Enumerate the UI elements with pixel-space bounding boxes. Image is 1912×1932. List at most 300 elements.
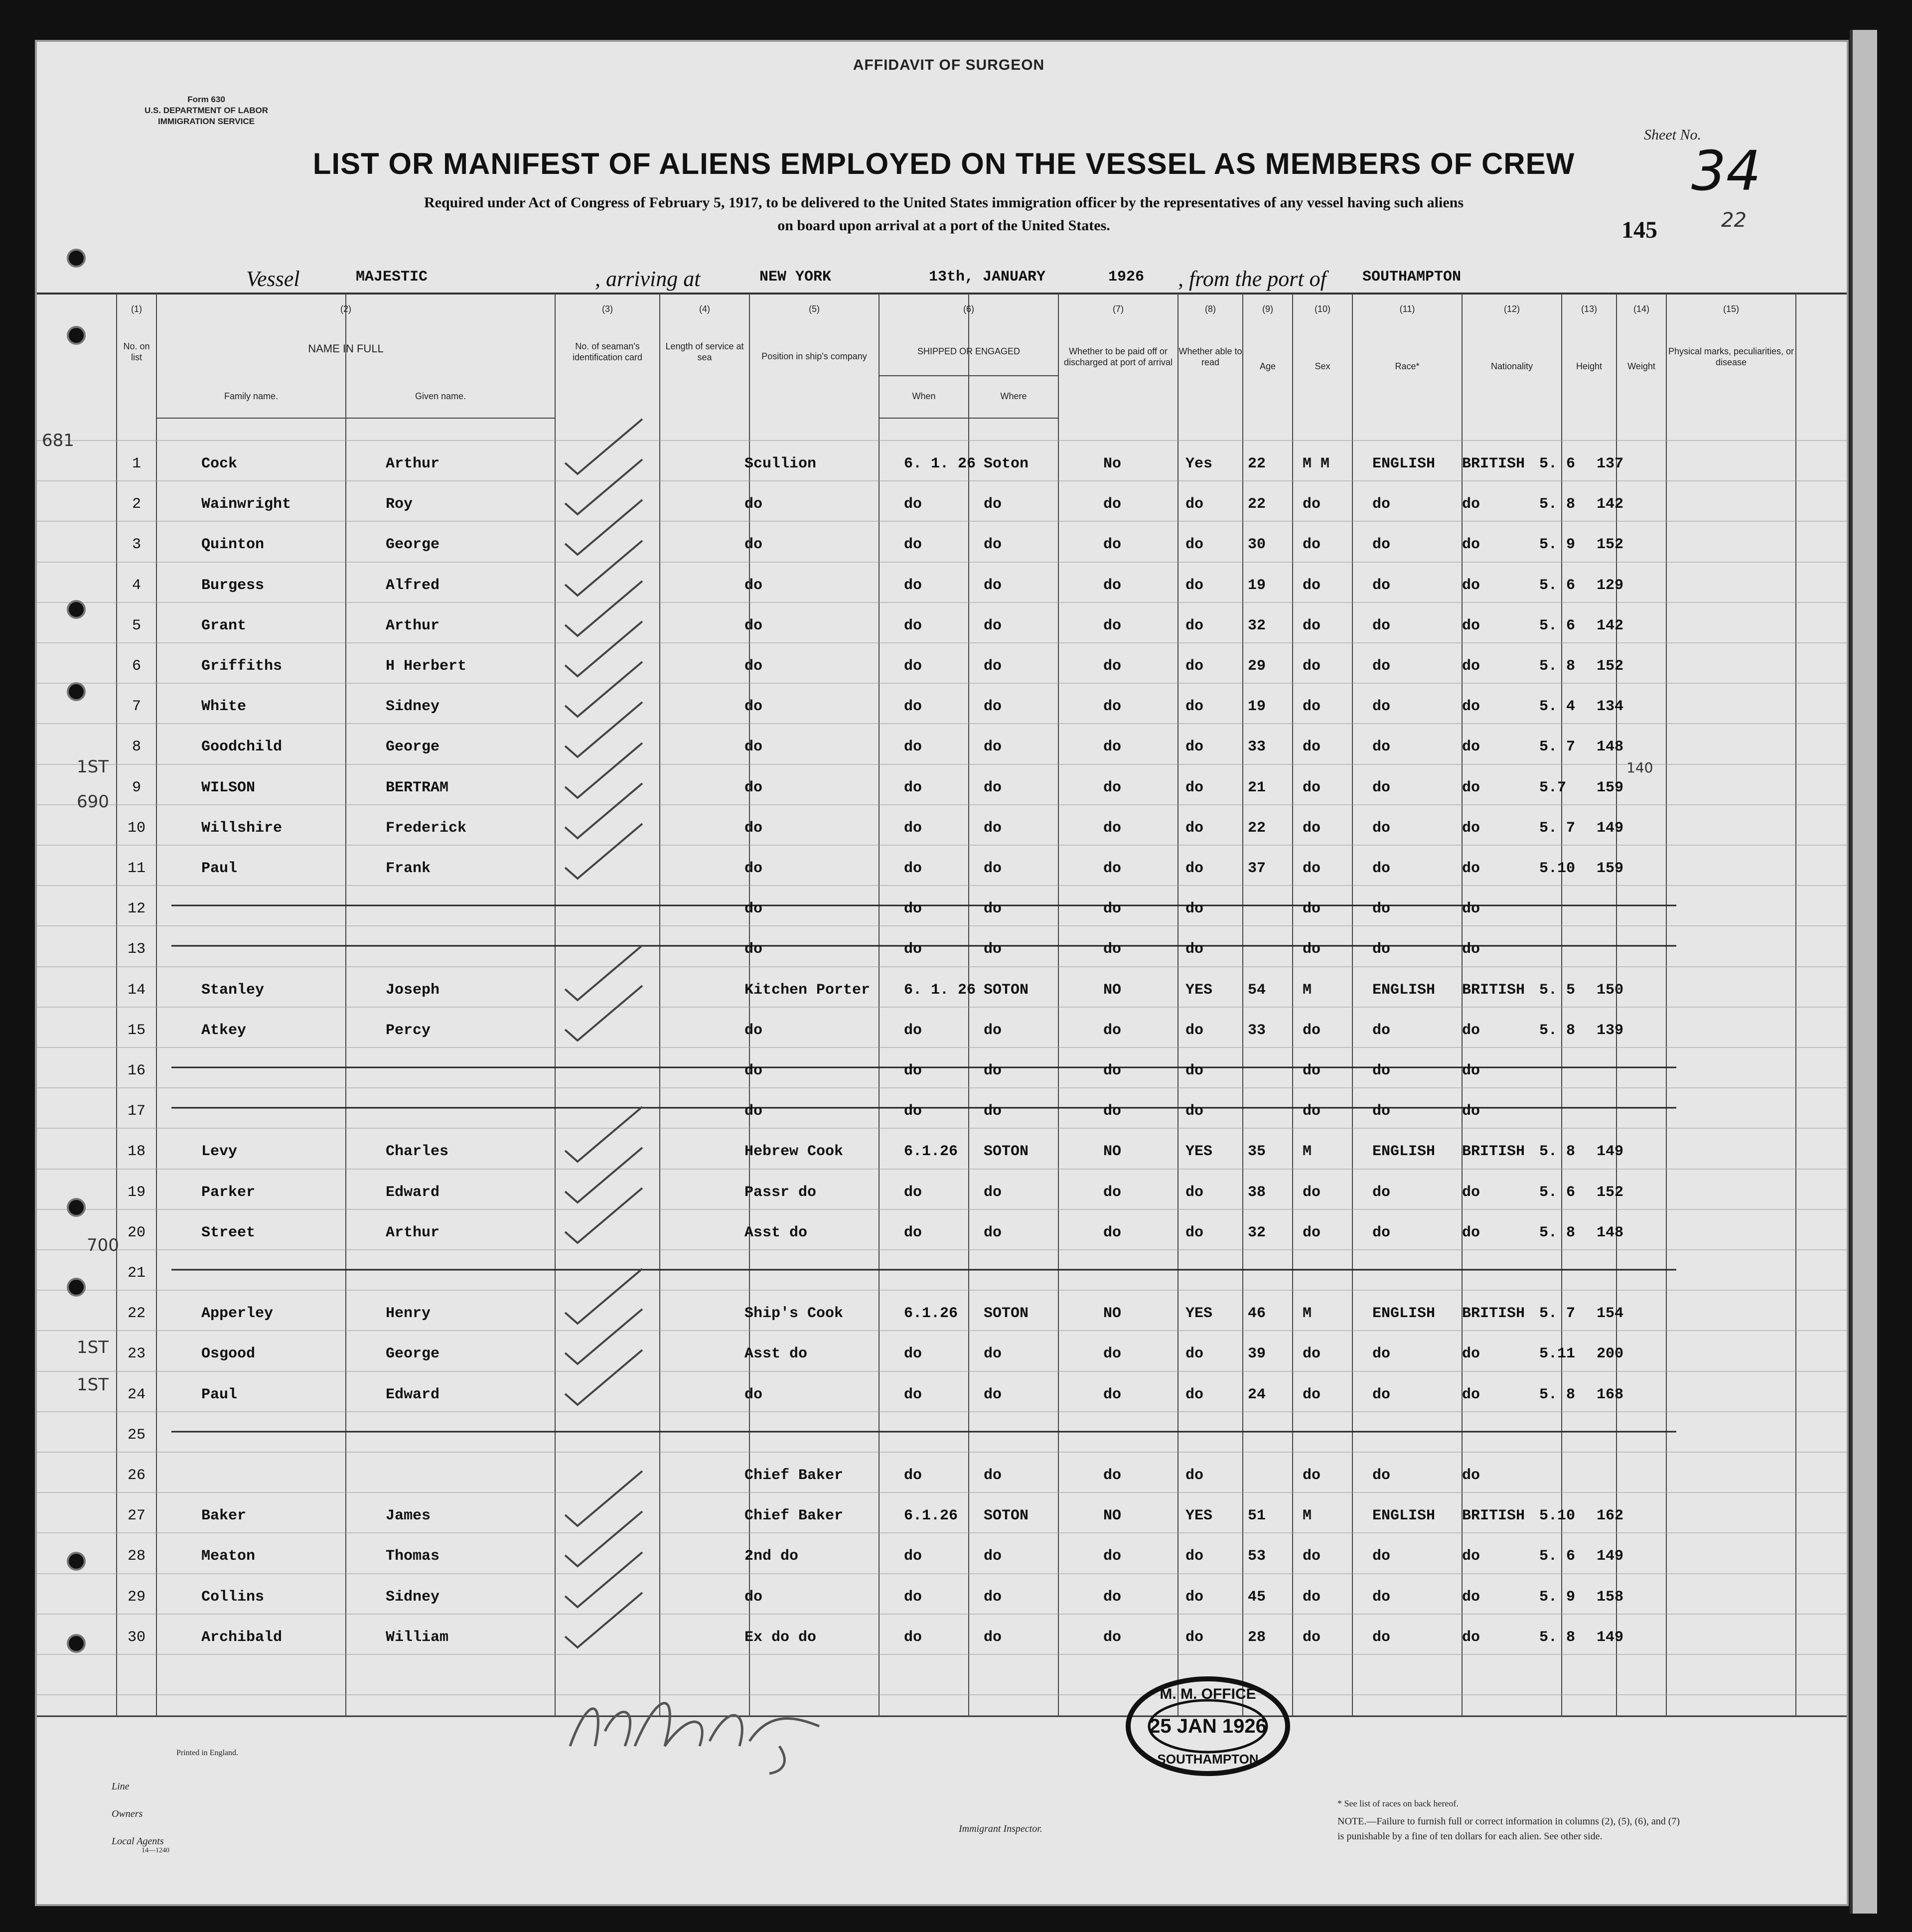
- cell-race: do: [1372, 820, 1391, 837]
- cell-height: 5. 8: [1539, 1143, 1576, 1160]
- col-15-num: (15): [1723, 304, 1739, 314]
- cell-nationality: BRITISH: [1462, 455, 1525, 472]
- page-edge: [1850, 30, 1877, 1914]
- cell-read: Yes: [1185, 455, 1213, 472]
- margin-note-first-2: 1ST: [77, 1338, 109, 1357]
- cell-nationality: do: [1462, 739, 1480, 755]
- page-title: LIST OR MANIFEST OF ALIENS EMPLOYED ON THE VESSEL AS MEMBERS OF CREW: [312, 147, 1575, 180]
- row-number: 5: [132, 617, 141, 634]
- cell-age: 22: [1248, 455, 1266, 472]
- row-number: 1: [132, 455, 141, 472]
- cell-family-name: Cock: [201, 455, 238, 472]
- col-id-card: No. of seaman's identification card: [572, 341, 643, 362]
- cell-when: do: [904, 698, 922, 715]
- cell-age: 28: [1248, 1629, 1266, 1646]
- cell-sex: do: [1303, 577, 1321, 594]
- cell-position: do: [744, 1022, 763, 1039]
- cell-when: do: [904, 536, 922, 553]
- cell-when: do: [904, 658, 922, 675]
- cell-where: do: [984, 698, 1002, 715]
- cell-read: do: [1185, 1386, 1204, 1403]
- cell-when: 6.1.26: [904, 1507, 958, 1524]
- cell-read: do: [1185, 1629, 1204, 1646]
- cell-sex: do: [1303, 1629, 1321, 1646]
- cell-read: do: [1185, 779, 1204, 796]
- note-line-1: NOTE.—Failure to furnish full or correct information in columns (2), (5), (6), and (7): [1337, 1816, 1680, 1827]
- cell-read: do: [1185, 941, 1204, 958]
- row-number: 27: [127, 1507, 146, 1524]
- cell-nationality: do: [1462, 779, 1480, 796]
- cell-height: 5. 9: [1539, 1589, 1576, 1606]
- cell-height: 5. 6: [1539, 617, 1576, 634]
- cell-height: 5.10: [1539, 1507, 1576, 1524]
- cell-paid-off: do: [1103, 779, 1122, 796]
- cell-height: 5.11: [1539, 1345, 1576, 1362]
- cell-read: do: [1185, 900, 1204, 917]
- cell-paid-off: do: [1103, 1589, 1122, 1606]
- cell-read: do: [1185, 1103, 1204, 1120]
- col-9-num: (9): [1262, 304, 1273, 314]
- row-number: 18: [127, 1143, 146, 1160]
- cell-position: do: [744, 820, 763, 837]
- note-line-2: is punishable by a fine of ten dollars for each alien. See other side.: [1337, 1831, 1603, 1842]
- cell-when: do: [904, 1062, 922, 1079]
- cell-paid-off: NO: [1103, 982, 1122, 999]
- cell-sex: do: [1303, 1184, 1321, 1201]
- cell-paid-off: do: [1103, 1629, 1122, 1646]
- cell-paid-off: NO: [1103, 1143, 1122, 1160]
- cell-when: 6.1.26: [904, 1143, 958, 1160]
- cell-given-name: Sidney: [386, 1589, 440, 1606]
- cell-where: SOTON: [984, 1305, 1029, 1322]
- cell-age: 22: [1248, 496, 1266, 513]
- cell-weight: 150: [1597, 982, 1624, 999]
- cell-where: Soton: [984, 455, 1029, 472]
- cell-nationality: do: [1462, 1062, 1480, 1079]
- cell-given-name: Charles: [386, 1143, 449, 1160]
- cell-sex: do: [1303, 739, 1321, 755]
- cell-where: do: [984, 1062, 1002, 1079]
- cell-race: do: [1372, 779, 1391, 796]
- cell-nationality: do: [1462, 658, 1480, 675]
- cell-given-name: Arthur: [386, 455, 440, 472]
- cell-where: do: [984, 1345, 1002, 1362]
- cell-weight: 149: [1597, 1629, 1624, 1646]
- binding-hole: [67, 682, 86, 701]
- cell-when: do: [904, 617, 922, 634]
- cell-sex: M M: [1303, 455, 1330, 472]
- cell-paid-off: do: [1103, 1184, 1122, 1201]
- row-number: 28: [127, 1548, 146, 1565]
- footer-owners: Owners: [112, 1808, 143, 1819]
- cell-position: do: [744, 698, 763, 715]
- row-number: 12: [127, 900, 146, 917]
- cell-sex: do: [1303, 658, 1321, 675]
- cell-paid-off: do: [1103, 1467, 1122, 1484]
- row-number: 25: [127, 1427, 146, 1444]
- margin-note-first-1: 1ST: [77, 757, 109, 777]
- cell-sex: M: [1303, 1507, 1312, 1524]
- cell-sex: M: [1303, 1143, 1312, 1160]
- col-14-num: (14): [1633, 304, 1649, 314]
- row-number: 16: [127, 1062, 146, 1079]
- cell-height: 5. 7: [1539, 739, 1576, 755]
- cell-nationality: do: [1462, 1386, 1480, 1403]
- cell-paid-off: do: [1103, 860, 1122, 877]
- cell-position: do: [744, 536, 763, 553]
- cell-paid-off: do: [1103, 496, 1122, 513]
- cell-position: do: [744, 900, 763, 917]
- cell-height: 5. 8: [1539, 658, 1576, 675]
- cell-age: 53: [1248, 1548, 1266, 1565]
- col-shipped: SHIPPED OR ENGAGED: [917, 346, 1021, 356]
- office-stamp: [1123, 1674, 1293, 1779]
- cell-read: do: [1185, 617, 1204, 634]
- row-number: 14: [127, 982, 146, 999]
- cell-position: do: [744, 658, 763, 675]
- table-grid: [37, 42, 1849, 1906]
- cell-weight: 149: [1597, 1548, 1624, 1565]
- cell-position: Asst do: [744, 1224, 808, 1241]
- col-8-num: (8): [1205, 304, 1216, 314]
- col-nationality: Nationality: [1490, 361, 1533, 371]
- cell-height: 5. 4: [1539, 698, 1576, 715]
- cell-age: 24: [1248, 1386, 1266, 1403]
- cell-age: 38: [1248, 1184, 1266, 1201]
- stamp-top: M. M. OFFICE: [1160, 1686, 1256, 1702]
- cell-given-name: Henry: [386, 1305, 431, 1322]
- row-number: 20: [127, 1224, 146, 1241]
- cell-nationality: do: [1462, 1548, 1480, 1565]
- cell-race: do: [1372, 496, 1391, 513]
- cell-race: do: [1372, 1103, 1391, 1120]
- cell-sex: do: [1303, 941, 1321, 958]
- cell-race: ENGLISH: [1372, 455, 1436, 472]
- cell-position: do: [744, 496, 763, 513]
- cell-when: 6.1.26: [904, 1305, 958, 1322]
- cell-where: do: [984, 1589, 1002, 1606]
- cell-nationality: BRITISH: [1462, 1507, 1525, 1524]
- cell-paid-off: NO: [1103, 1507, 1122, 1524]
- row-number: 30: [127, 1629, 146, 1646]
- cell-where: SOTON: [984, 1143, 1029, 1160]
- cell-sex: do: [1303, 779, 1321, 796]
- department: U.S. DEPARTMENT OF LABOR: [144, 106, 269, 115]
- races-note: * See list of races on back hereof.: [1337, 1798, 1459, 1808]
- cell-given-name: Edward: [386, 1184, 440, 1201]
- cell-where: do: [984, 900, 1002, 917]
- cell-nationality: do: [1462, 698, 1480, 715]
- cell-paid-off: do: [1103, 1022, 1122, 1039]
- cell-family-name: Baker: [201, 1507, 247, 1524]
- manifest-sheet: [35, 40, 1849, 1906]
- cell-paid-off: do: [1103, 1345, 1122, 1362]
- cell-height: 5. 7: [1539, 820, 1576, 837]
- col-weight: Weight: [1627, 361, 1655, 371]
- cell-paid-off: NO: [1103, 1305, 1122, 1322]
- cell-weight: 159: [1597, 860, 1624, 877]
- cell-given-name: James: [386, 1507, 431, 1524]
- cell-weight: 137: [1597, 455, 1624, 472]
- cell-position: Passr do: [744, 1184, 817, 1201]
- cell-position: do: [744, 1589, 763, 1606]
- cell-paid-off: do: [1103, 739, 1122, 755]
- cell-nationality: BRITISH: [1462, 1143, 1525, 1160]
- cell-sex: do: [1303, 1224, 1321, 1241]
- cell-family-name: Collins: [201, 1589, 265, 1606]
- cell-given-name: George: [386, 1345, 440, 1362]
- cell-paid-off: do: [1103, 658, 1122, 675]
- cell-weight: 148: [1597, 1224, 1624, 1241]
- cell-where: do: [984, 1022, 1002, 1039]
- cell-nationality: do: [1462, 617, 1480, 634]
- cell-read: do: [1185, 1548, 1204, 1565]
- list-number: 145: [1621, 217, 1657, 243]
- col-sex: Sex: [1315, 361, 1330, 371]
- cell-where: do: [984, 1184, 1002, 1201]
- cell-height: 5. 8: [1539, 1386, 1576, 1403]
- cell-read: do: [1185, 698, 1204, 715]
- row-number: 10: [127, 820, 146, 837]
- cell-sex: do: [1303, 1022, 1321, 1039]
- cell-paid-off: do: [1103, 536, 1122, 553]
- col-name-in-full: NAME IN FULL: [308, 342, 384, 355]
- vessel-label: Vessel: [246, 267, 300, 291]
- cell-family-name: Quinton: [201, 536, 265, 553]
- cell-where: SOTON: [984, 982, 1029, 999]
- cell-when: 6. 1. 26: [904, 982, 976, 999]
- cell-height: 5. 9: [1539, 536, 1576, 553]
- cell-nationality: do: [1462, 1224, 1480, 1241]
- cell-given-name: Frederick: [386, 820, 467, 837]
- cell-given-name: Thomas: [386, 1548, 440, 1565]
- col-4-num: (4): [699, 304, 710, 314]
- cell-weight: 152: [1597, 1184, 1624, 1201]
- binding-hole: [67, 1278, 86, 1297]
- cell-when: do: [904, 1345, 922, 1362]
- cell-when: do: [904, 820, 922, 837]
- row-number: 8: [132, 739, 141, 755]
- row-number: 4: [132, 577, 141, 594]
- col-length-service: Length of service at sea: [665, 341, 744, 362]
- col-where: Where: [1000, 391, 1027, 401]
- cell-height: 5. 6: [1539, 577, 1576, 594]
- col-6-num: (6): [963, 304, 974, 314]
- cell-where: do: [984, 1629, 1002, 1646]
- cell-sex: M: [1303, 1305, 1312, 1322]
- cell-family-name: Parker: [201, 1184, 256, 1201]
- subtitle-line-2: on board upon arrival at a port of the United States.: [777, 217, 1110, 234]
- margin-note-700: 700: [87, 1235, 119, 1255]
- col-paid-off: Whether to be paid off or discharged at port of arrival: [1063, 346, 1173, 367]
- cell-read: do: [1185, 1589, 1204, 1606]
- binding-hole: [67, 1198, 86, 1217]
- cell-paid-off: do: [1103, 941, 1122, 958]
- binding-hole: [67, 1552, 86, 1571]
- vessel-name: MAJESTIC: [356, 269, 428, 286]
- cell-position: Chief Baker: [744, 1507, 844, 1524]
- cell-where: do: [984, 577, 1002, 594]
- cell-age: 32: [1248, 617, 1266, 634]
- affidavit-heading: AFFIDAVIT OF SURGEON: [853, 57, 1045, 73]
- cell-sex: do: [1303, 1467, 1321, 1484]
- cell-paid-off: do: [1103, 1386, 1122, 1403]
- cell-given-name: Arthur: [386, 1224, 440, 1241]
- cell-read: do: [1185, 658, 1204, 675]
- cell-race: ENGLISH: [1372, 1507, 1436, 1524]
- col-10-num: (10): [1314, 304, 1330, 314]
- cell-given-name: Sidney: [386, 698, 440, 715]
- cell-position: do: [744, 1103, 763, 1120]
- cell-height: 5. 6: [1539, 455, 1576, 472]
- cell-family-name: Willshire: [201, 820, 283, 837]
- col-height: Height: [1576, 361, 1603, 371]
- cell-read: YES: [1185, 1507, 1213, 1524]
- cell-sex: do: [1303, 860, 1321, 877]
- cell-weight: 152: [1597, 536, 1624, 553]
- cell-when: do: [904, 1103, 922, 1120]
- col-when: When: [912, 391, 936, 401]
- cell-when: do: [904, 739, 922, 755]
- list-number-handwritten: 22: [1721, 209, 1747, 232]
- cell-nationality: do: [1462, 577, 1480, 594]
- cell-family-name: Stanley: [201, 982, 265, 999]
- arrival-port: NEW YORK: [759, 269, 832, 286]
- cell-family-name: WILSON: [201, 779, 256, 796]
- cell-given-name: Edward: [386, 1386, 440, 1403]
- cell-where: do: [984, 1467, 1002, 1484]
- cell-given-name: H Herbert: [386, 658, 467, 675]
- cell-family-name: Griffiths: [201, 658, 283, 675]
- footer-line: Line: [112, 1781, 130, 1792]
- inspector-signature: [560, 1671, 839, 1776]
- binding-hole: [67, 249, 86, 268]
- margin-note-first-3: 1ST: [77, 1375, 109, 1395]
- cell-read: YES: [1185, 982, 1213, 999]
- cell-given-name: George: [386, 739, 440, 755]
- printed-in: Printed in England.: [176, 1749, 238, 1757]
- cell-family-name: Goodchild: [201, 739, 283, 755]
- cell-race: do: [1372, 1589, 1391, 1606]
- cell-race: ENGLISH: [1372, 982, 1436, 999]
- cell-where: do: [984, 1386, 1002, 1403]
- cell-age: 21: [1248, 779, 1266, 796]
- cell-weight: 134: [1597, 698, 1624, 715]
- cell-race: do: [1372, 577, 1391, 594]
- cell-given-name: Alfred: [386, 577, 440, 594]
- cell-when: do: [904, 900, 922, 917]
- cell-paid-off: do: [1103, 617, 1122, 634]
- cell-where: do: [984, 1224, 1002, 1241]
- cell-race: do: [1372, 1467, 1391, 1484]
- cell-weight: 149: [1597, 820, 1624, 837]
- arrival-date: 13th, JANUARY: [929, 269, 1046, 286]
- cell-age: 46: [1248, 1305, 1266, 1322]
- cell-weight: 139: [1597, 1022, 1624, 1039]
- cell-height: 5. 8: [1539, 1022, 1576, 1039]
- cell-paid-off: do: [1103, 1548, 1122, 1565]
- cell-sex: do: [1303, 1589, 1321, 1606]
- cell-age: 19: [1248, 577, 1266, 594]
- footer-local-agents: Local Agents: [112, 1836, 164, 1847]
- subtitle-line-1: Required under Act of Congress of February 5, 1917, to be delivered to the United States immigration officer by the representatives of any vessel having such aliens: [424, 194, 1464, 211]
- row-number: 21: [127, 1265, 146, 1282]
- cell-nationality: do: [1462, 1629, 1480, 1646]
- cell-position: Chief Baker: [744, 1467, 844, 1484]
- cell-race: do: [1372, 1548, 1391, 1565]
- stamp-bottom: SOUTHAMPTON: [1157, 1752, 1259, 1767]
- row-number: 29: [127, 1589, 146, 1606]
- cell-race: do: [1372, 1022, 1391, 1039]
- cell-sex: do: [1303, 536, 1321, 553]
- cell-race: do: [1372, 1386, 1391, 1403]
- cell-read: do: [1185, 1062, 1204, 1079]
- cell-nationality: do: [1462, 536, 1480, 553]
- cell-where: do: [984, 739, 1002, 755]
- cell-sex: do: [1303, 698, 1321, 715]
- cell-race: do: [1372, 900, 1391, 917]
- row-number: 19: [127, 1184, 146, 1201]
- cell-nationality: do: [1462, 1184, 1480, 1201]
- cell-position: do: [744, 1386, 763, 1403]
- cell-read: YES: [1185, 1143, 1213, 1160]
- cell-nationality: do: [1462, 900, 1480, 917]
- col-13-num: (13): [1581, 304, 1597, 314]
- cell-read: do: [1185, 496, 1204, 513]
- cell-nationality: do: [1462, 820, 1480, 837]
- col-12-num: (12): [1503, 304, 1520, 314]
- cell-position: do: [744, 739, 763, 755]
- cell-age: 30: [1248, 536, 1266, 553]
- cell-race: ENGLISH: [1372, 1305, 1436, 1322]
- cell-where: do: [984, 617, 1002, 634]
- cell-nationality: BRITISH: [1462, 1305, 1525, 1322]
- cell-age: 39: [1248, 1345, 1266, 1362]
- cell-height: 5. 8: [1539, 1629, 1576, 1646]
- cell-weight: 158: [1597, 1589, 1624, 1606]
- cell-sex: do: [1303, 1386, 1321, 1403]
- cell-family-name: Meaton: [201, 1548, 256, 1565]
- cell-race: ENGLISH: [1372, 1143, 1436, 1160]
- cell-position: Hebrew Cook: [744, 1143, 844, 1160]
- service: IMMIGRATION SERVICE: [158, 117, 255, 126]
- col-1-num: (1): [131, 304, 142, 314]
- cell-read: do: [1185, 1345, 1204, 1362]
- cell-position: Ex do do: [744, 1629, 817, 1646]
- col-race: Race*: [1395, 361, 1420, 371]
- margin-note-681: 681: [42, 431, 74, 450]
- cell-age: 35: [1248, 1143, 1266, 1160]
- cell-sex: do: [1303, 1345, 1321, 1362]
- cell-weight: 148: [1597, 739, 1624, 755]
- cell-position: Kitchen Porter: [744, 982, 871, 999]
- cell-position: do: [744, 860, 763, 877]
- cell-age: 32: [1248, 1224, 1266, 1241]
- col-given-name: Given name.: [415, 391, 466, 401]
- cell-paid-off: do: [1103, 900, 1122, 917]
- cell-weight: 152: [1597, 658, 1624, 675]
- cell-read: do: [1185, 860, 1204, 877]
- cell-when: 6. 1. 26: [904, 455, 976, 472]
- col-physical: Physical marks, peculiarities, or disease: [1668, 346, 1794, 367]
- cell-paid-off: do: [1103, 1224, 1122, 1241]
- cell-position: do: [744, 779, 763, 796]
- cell-family-name: Osgood: [201, 1345, 256, 1362]
- cell-given-name: George: [386, 536, 440, 553]
- cell-weight: 200: [1597, 1345, 1624, 1362]
- cell-where: do: [984, 658, 1002, 675]
- cell-given-name: Joseph: [386, 982, 440, 999]
